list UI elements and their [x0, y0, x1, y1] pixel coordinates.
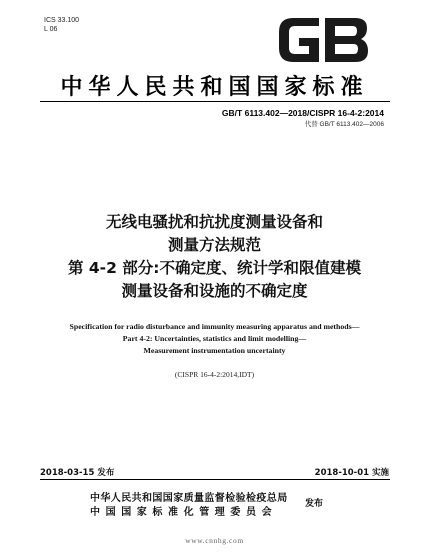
standard-category-title: 中华人民共和国国家标准 [60, 75, 369, 100]
publish-label: 发布 [305, 499, 324, 509]
classification-codes [44, 16, 79, 34]
ics-code: ICS 33.100 [44, 17, 80, 24]
issue-date: 2018-03-15 发布 [40, 468, 115, 478]
title-cn-line-4: 测量设备和设施的不确定度 [121, 282, 308, 300]
header-divider [40, 101, 390, 102]
standard-number: GB/T 6113.402—2018/CISPR 16-4-2:2014 [221, 108, 384, 118]
issuer-line-2: 中国国家标准化管理委员会 [90, 507, 278, 518]
title-en-line-2: Part 4-2: Uncertainties, statistics and limit modelling— [122, 334, 307, 343]
title-cn-line-3: 第 4-2 部分:不确定度、统计学和限值建模 [68, 259, 361, 277]
title-en-line-3: Measurement instrumentation uncertainty [143, 346, 286, 355]
issuer-line-1: 中华人民共和国国家质量监督检验检疫总局 [90, 493, 288, 504]
ccs-code: L 06 [44, 26, 58, 33]
footer-divider [40, 479, 390, 480]
adoption-note: (CISPR 16-4-2:2014,IDT) [174, 370, 255, 379]
title-en-line-1: Specification for radio disturbance and immunity measuring apparatus and methods— [69, 322, 360, 331]
effective-date: 2018-10-01 实施 [314, 468, 389, 478]
gb-logo [275, 14, 371, 66]
title-cn-line-2: 测量方法规范 [167, 236, 261, 254]
watermark-url: www.cnnhg.com [185, 536, 244, 545]
replaces-note: 代替 GB/T 6113.402—2006 [304, 121, 384, 128]
title-cn-line-1: 无线电骚扰和抗扰度测量设备和 [105, 213, 323, 231]
